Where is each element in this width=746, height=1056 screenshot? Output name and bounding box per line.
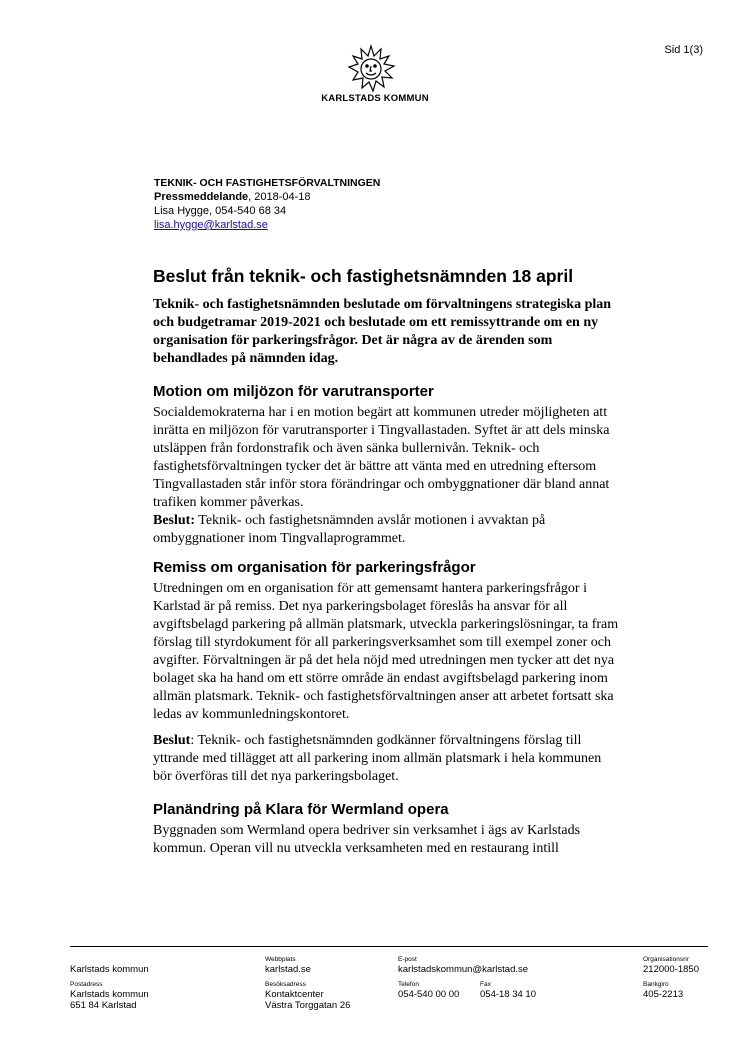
- footer-postal-line: 651 84 Karlstad: [70, 1000, 137, 1011]
- doc-type-line: [154, 190, 380, 204]
- org-name: KARLSTADS KOMMUN: [321, 93, 429, 104]
- footer-fax: 054-18 34 10: [480, 989, 536, 1000]
- footer-orgnr-block: [643, 956, 699, 975]
- footer-phone-block: [398, 981, 459, 1000]
- footer-fax-label: Fax: [480, 981, 491, 988]
- footer-bankgiro-block: [643, 981, 683, 1000]
- section-body: Socialdemokraterna har i en motion begärt att kommunen utreder möjligheten att inrätta en miljözon för varutransporter i Tingvallastaden. Syftet är att dels minska utsläppen från fordonstrafik och även sänka bullernivån. Teknik- och fastighetsförvaltningen tycker det är bättre att vänta med en utredning eftersom Tingvallastaden står inför stora förändringar och ombyggnationer där bland annat trafiken kommer påverkas.: [153, 405, 610, 510]
- footer-visit-line: Kontaktcenter: [265, 989, 324, 1000]
- footer-orgnr-label: Organisationsnr: [643, 956, 689, 963]
- footer-web-block: [265, 956, 311, 975]
- footer-web: karlstad.se: [265, 964, 311, 975]
- footer-bankgiro: 405-2213: [643, 989, 684, 1000]
- footer-web-label: Webbplats: [265, 956, 296, 963]
- decision-label: Beslut:: [153, 513, 195, 528]
- footer-email-label: E-post: [398, 956, 417, 963]
- footer-postal-label: Postadress: [70, 981, 103, 988]
- decision-label: Beslut: [153, 733, 191, 748]
- footer-visit-line: Västra Torggatan 26: [265, 1000, 351, 1011]
- footer-fax-block: [480, 981, 536, 1000]
- article-title: Beslut från teknik- och fastighetsnämnden 18 april: [153, 266, 574, 286]
- department: TEKNIK- OCH FASTIGHETSFÖRVALTNINGEN: [154, 177, 381, 189]
- press-meta: [154, 176, 380, 232]
- footer-phone-label: Telefon: [398, 981, 419, 988]
- footer-divider: [70, 946, 708, 947]
- doc-date: , 2018-04-18: [248, 191, 311, 203]
- footer-postal-line: Karlstads kommun: [70, 989, 149, 1000]
- section-decision: [153, 732, 623, 786]
- contact-email-link[interactable]: lisa.hygge@karlstad.se: [154, 219, 268, 231]
- sun-logo-icon: [336, 44, 406, 96]
- page-number: Sid 1(3): [664, 44, 703, 56]
- footer-postal-block: [70, 981, 149, 1011]
- footer-visit-label: Besöksadress: [265, 981, 306, 988]
- section-body: Utredningen om en organisation för att gemensamt hantera parkeringsfrågor i Karlstad är på remiss. Det nya parkeringsbolaget föreslås ha ansvar för all avgiftsbelagd parkering på allmän platsmark, utveckla parkeringslösningar, ta fram förslag till styrdokument för all parkeringsverksamhet som till exempel zoner och avgifter. Förvaltningen är på det hela nöjd med utredningen men tycker att det nya bolaget ska ha hand om ett större område än endast avgiftsbelagd parkering inom allmän platsmark. Teknik- och fastighetsförvaltningen anser att arbetet fortsatt ska ledas av kommunledningskontoret.: [153, 581, 619, 722]
- footer-email-block: [398, 956, 528, 975]
- footer-name: Karlstads kommun: [70, 964, 149, 975]
- section-heading: Motion om miljözon för varutransporter: [153, 383, 434, 400]
- contact: Lisa Hygge, 054-540 68 34: [154, 205, 287, 217]
- section-heading: Remiss om organisation för parkeringsfrågor: [153, 559, 476, 576]
- article: [153, 264, 623, 858]
- section-heading: Planändring på Klara för Wermland opera: [153, 801, 449, 818]
- footer-phone: 054-540 00 00: [398, 989, 460, 1000]
- footer-email: karlstadskommun@karlstad.se: [398, 964, 529, 975]
- footer-bankgiro-label: Bankgiro: [643, 981, 669, 988]
- footer-name-block: [70, 956, 149, 975]
- decision-text: Teknik- och fastighetsnämnden avslår motionen i avvaktan på ombyggnationer inom Tingvallaprogrammet.: [153, 513, 546, 546]
- doc-type: Pressmeddelande: [154, 191, 249, 203]
- footer-visit-block: [265, 981, 350, 1011]
- section-decision: [153, 512, 623, 548]
- article-lead: Teknik- och fastighetsnämnden beslutade om förvaltningens strategiska plan och budgetramar 2019-2021 och beslutade om ett remissyttrande om en ny organisation för parkeringsfrågor. Det är några av de ärenden som behandlades på nämnden idag.: [153, 297, 612, 366]
- decision-text: : Teknik- och fastighetsnämnden godkänner förvaltningens förslag till yttrande med tillägget att all parkering inom allmän platsmark i hela kommunen bör överföras till det nya parkeringsbolaget.: [153, 733, 602, 784]
- section-body: Byggnaden som Wermland opera bedriver sin verksamhet i ägs av Karlstads kommun. Operan vill nu utveckla verksamheten med en restaurang intill: [153, 823, 581, 856]
- footer-orgnr: 212000-1850: [643, 964, 699, 975]
